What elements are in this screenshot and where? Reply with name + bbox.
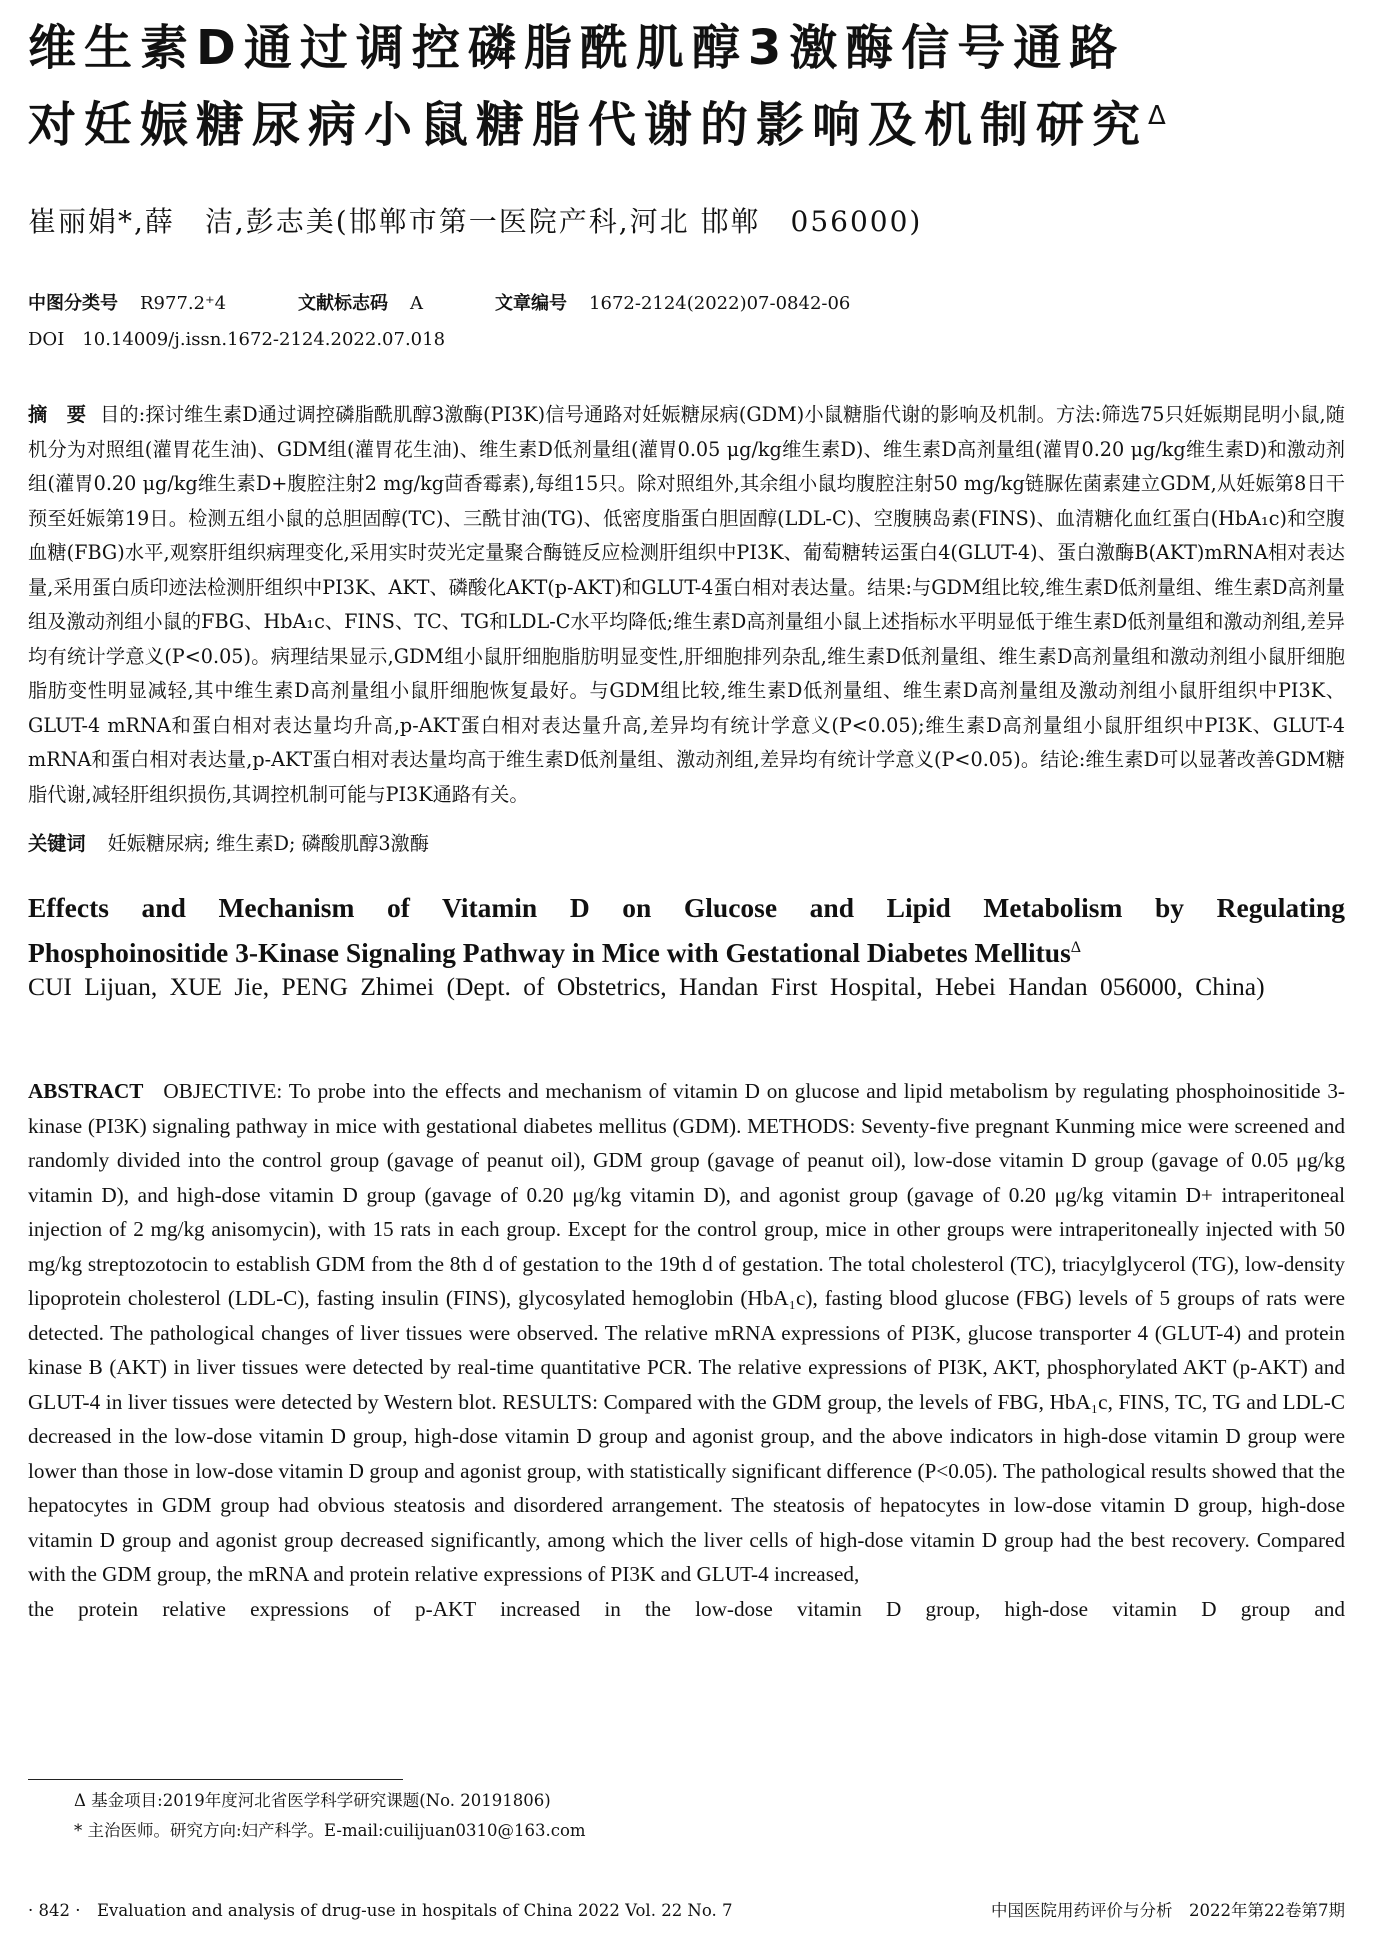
clc-label: 中图分类号 xyxy=(28,293,118,314)
english-funding-mark: Δ xyxy=(1070,939,1082,956)
article-number-value: 1672-2124(2022)07-0842-06 xyxy=(589,293,851,314)
chinese-title-line2: 对妊娠糖尿病小鼠糖脂代谢的影响及机制研究$^\Delta$ xyxy=(28,97,1174,153)
journal-page xyxy=(28,0,1345,1940)
doi: DOI 10.14009/j.issn.1672-2124.2022.07.018 xyxy=(28,329,446,350)
document-code-value: A xyxy=(410,293,424,314)
english-title-line2: Phosphoinositide 3-Kinase Signaling Pathway in Mice with Gestational Diabetes Mellitus xyxy=(28,937,1071,969)
abstract-text-cn: 目的:探讨维生素D通过调控磷脂酰肌醇3激酶(PI3K)信号通路对妊娠糖尿病(GDM)小鼠糖脂代谢的影响及机制。方法:筛选75只妊娠期昆明小鼠,随机分为对照组(灌胃花生油)、GDM组(灌胃花生油)、维生素D低剂量组(灌胃0.05 μg/kg维生素D)、维生素D高剂量组(灌胃0.20 μg/kg维生素D)和激动剂组(灌胃0.20 μg/kg维生素D+腹腔注射2 mg/kg茴香霉素),每组15只。除对照组外,其余组小鼠均腹腔注射50 mg/kg链脲佐菌素建立GDM,从妊娠第8日干预至妊娠第19日。检测五组小鼠的总胆固醇(TC)、三酰甘油(TG)、低密度脂蛋白胆固醇(LDL-C)、空腹胰岛素(FINS)、血清糖化血红蛋白(HbA₁c)和空腹血糖(FBG)水平,观察肝组织病理变化,采用实时荧光定量聚合酶链反应检测肝组织中PI3K、葡萄糖转运蛋白4(GLUT-4)、蛋白激酶B(AKT)mRNA相对表达量,采用蛋白质印迹法检测肝组织中PI3K、AKT、磷酸化AKT(p-AKT)和GLUT-4蛋白相对表达量。结果:与GDM组比较,维生素D低剂量组、维生素D高剂量组及激动剂组小鼠的FBG、HbA₁c、FINS、TC、TG和LDL-C水平均降低;维生素D高剂量组小鼠上述指标水平明显低于维生素D低剂量组和激动剂组,差异均有统计学意义(P<0.05)。病理结果显示,GDM组小鼠肝细胞脂肪明显变性,肝细胞排列杂乱,维生素D低剂量组、维生素D高剂量组和激动剂组小鼠肝细胞脂肪变性明显减轻,其中维生素D高剂量组小鼠肝细胞恢复最好。与GDM组比较,维生素D低剂量组、维生素D高剂量组及激动剂组小鼠肝组织中PI3K、GLUT-4 mRNA和蛋白相对表达量均升高,p-AKT蛋白相对表达量升高,差异均有统计学意义(P<0.05);维生素D高剂量组小鼠肝组织中PI3K、GLUT-4 mRNA和蛋白相对表达量,p-AKT蛋白相对表达量均高于维生素D低剂量组、激动剂组,差异均有统计学意义(P<0.05)。结论:维生素D可以显著改善GDM糖脂代谢,减轻肝组织损伤,其调控机制可能与PI3K通路有关。 xyxy=(28,403,1345,806)
english-title xyxy=(28,888,1345,973)
abstract-text-en-continued: the protein relative expressions of p-AKT increased in the low-dose vitamin D group, high-dose vitamin D group and xyxy=(28,1596,1345,1621)
chinese-title xyxy=(28,14,1345,159)
abstract-label-cn: 摘 要 xyxy=(28,403,87,426)
chinese-title-line1: 维生素D通过调控磷脂酰肌醇3激酶信号通路 xyxy=(28,20,1126,76)
funding-mark: Δ xyxy=(1148,101,1174,131)
chinese-abstract xyxy=(28,398,1345,812)
clc-value: R977.2⁺4 xyxy=(140,293,227,314)
chinese-keywords xyxy=(28,829,1345,859)
page-footer xyxy=(28,1896,1345,1926)
article-number-label: 文章编号 xyxy=(495,293,568,314)
footer-left: · 842 · Evaluation and analysis of drug-use in hospitals of China 2022 Vol. 22 No. 7 xyxy=(28,1901,733,1920)
footnote-funding: Δ 基金项目:2019年度河北省医学科学研究课题(No. 20191806) xyxy=(74,1791,551,1810)
footnote-rule xyxy=(28,1779,403,1780)
keywords-text: 妊娠糖尿病; 维生素D; 磷酸肌醇3激酶 xyxy=(107,832,429,855)
english-authors: CUI Lijuan, XUE Jie, PENG Zhimei (Dept. of Obstetrics, Handan First Hospital, Hebei Handan 056000, China) xyxy=(28,972,1265,1001)
abstract-label-en: ABSTRACT xyxy=(28,1079,144,1103)
document-code-label: 文献标志码 xyxy=(298,293,389,314)
footer-right: 中国医院用药评价与分析 2022年第22卷第7期 xyxy=(991,1901,1345,1920)
english-title-line1: Effects and Mechanism of Vitamin D on Glucose and Lipid Metabolism by Regulating xyxy=(28,892,1345,923)
classification-line xyxy=(28,289,1345,319)
chinese-authors: 崔丽娟*,薛 洁,彭志美(邯郸市第一医院产科,河北 邯郸 056000) xyxy=(28,205,923,238)
keywords-label: 关键词 xyxy=(28,832,86,855)
footnote-corresponding-author: * 主治医师。研究方向:妇产科学。E-mail:cuilijuan0310@163.com xyxy=(74,1821,586,1840)
abstract-text-en: OBJECTIVE: To probe into the effects and mechanism of vitamin D on glucose and lipid metabolism by regulating phosphoinositide 3-kinase (PI3K) signaling pathway in mice with gestational diabetes mellitus (GDM). METHODS: Seventy-five pregnant Kunming mice were screened and randomly divided into the control group (gavage of peanut oil), GDM group (gavage of peanut oil), low-dose vitamin D group (gavage of 0.05 μg/kg vitamin D), and high-dose vitamin D group (gavage of 0.20 μg/kg vitamin D), and agonist group (gavage of 0.20 μg/kg vitamin D+ intraperitoneal injection of 2 mg/kg anisomycin), with 15 rats in each group. Except for the control group, mice in other groups were intraperitoneally injected with 50 mg/kg streptozotocin to establish GDM from the 8th d of gestation to the 19th d of gestation. The total cholesterol (TC), triacylglycerol (TG), low-density lipoprotein cholesterol (LDL-C), fasting insulin (FINS), glycosylated hemoglobin (HbA₁c), fasting blood glucose (FBG) levels of 5 groups of rats were detected. The pathological changes of liver tissues were observed. The relative mRNA expressions of PI3K, glucose transporter 4 (GLUT-4) and protein kinase B (AKT) in liver tissues were detected by real-time quantitative PCR. The relative expressions of PI3K, AKT, phosphorylated AKT (p-AKT) and GLUT-4 in liver tissues were detected by Western blot. RESULTS: Compared with the GDM group, the levels of FBG, HbA₁c, FINS, TC, TG and LDL-C decreased in the low-dose vitamin D group, high-dose vitamin D group and agonist group, and the above indicators in high-dose vitamin D group were lower than those in low-dose vitamin D group and agonist group, with statistically significant difference (P<0.05). The pathological results showed that the hepatocytes in GDM group had obvious steatosis and disordered arrangement. The steatosis of hepatocytes in low-dose vitamin D group, high-dose vitamin D group and agonist group decreased significantly, among which the liver cells of high-dose vitamin D group had the best recovery. Compared with the GDM group, the mRNA and protein relative expressions of PI3K and GLUT-4 increased, xyxy=(28,1079,1345,1586)
english-abstract xyxy=(28,1074,1345,1626)
